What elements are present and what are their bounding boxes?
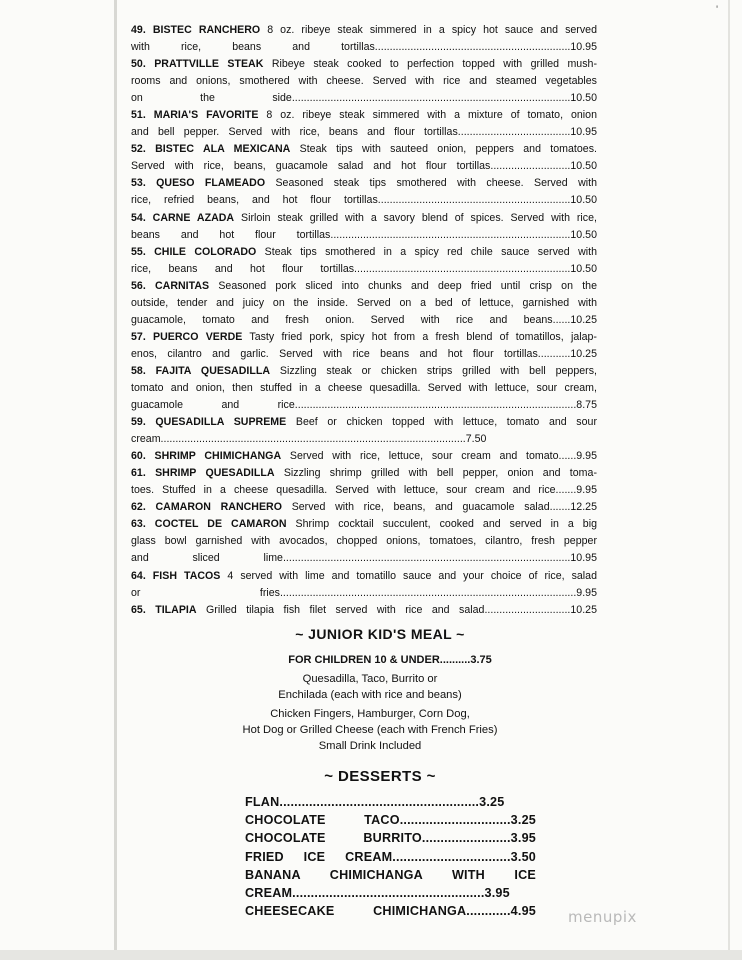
menu-entry-line: guacamole and rice...............................................................................................8.75 [131,399,597,412]
menu-entry-line: and sliced lime.................................................................................................10.95 [131,552,597,565]
menu-entry-line: glass bowl garnished with avocados, chopped onions, tomatoes, cilantro, fresh pepper [131,535,597,548]
menu-item-name: 49. BISTEC RANCHERO [131,24,261,36]
menu-entry-line [131,414,597,431]
menu-entry-line [131,465,597,482]
menu-entry-line [131,244,597,261]
menu-item-description: 4 served with lime and tomatillo sauce and your choice of rice, salad [220,569,597,582]
menu-item-name: 51. MARIA'S FAVORITE [131,109,259,122]
menu-item-description: Sizzling shrimp grilled with bell pepper, onion and toma- [274,467,597,480]
dessert-item: CREAM....................................................3.95 [245,886,510,901]
menu-entry-line [131,516,597,533]
menu-item-description: Steak tips smothered in a spicy red chile sauce served with [256,245,597,258]
dessert-item: FLAN......................................................3.25 [245,795,505,809]
menu-item-description: Seasoned pork sliced into chunks and deep fried until crisp on the [209,279,597,292]
menu-entry-line: and bell pepper. Served with rice, beans and flour tortillas......................................10.95 [131,126,597,139]
menu-item-name: 52. BISTEC ALA MEXICANA [131,143,291,156]
desserts-heading: ~ DESSERTS ~ [324,768,436,785]
menu-entry-line: tomato and onion, then stuffed in a cheese quesadilla. Served with lettuce, sour cream, [131,381,597,394]
menu-item-description: Sirloin steak grilled with a savory blend of spices. Served with rice, [234,211,597,224]
menu-item-name: 63. COCTEL DE CAMARON [131,518,287,531]
menu-entry-line [131,175,597,192]
dessert-item: CHEESECAKE CHIMICHANGA............4.95 [245,904,536,919]
menu-item-description: Shrimp cocktail succulent, cooked and served in a big [286,518,597,531]
menu-item-description: Ribeye steak cooked to perfection topped with grilled mush- [263,58,597,71]
dessert-item: BANANA CHIMICHANGA WITH ICE [245,867,536,882]
menu-entry-line [131,568,597,585]
menu-item-description: Seasoned steak tips smothered with cheese. Served with [265,177,597,190]
menu-item-description: Grilled tilapia fish filet served with rice and salad.............................10.25 [196,603,597,616]
menu-item-description: Sizzling steak or chicken strips grilled with bell peppers, [270,364,597,377]
menu-entry-line: cream.......................................................................................................7.50 [131,433,487,446]
dessert-item: FRIED ICE CREAM................................3.50 [245,849,536,864]
kids-meal-line: Chicken Fingers, Hamburger, Corn Dog, [270,708,470,720]
menu-entry-line [131,141,597,158]
kids-meal-line: Quesadilla, Taco, Burrito or [302,673,438,685]
kids-meal-subheading: FOR CHILDREN 10 & UNDER..........3.75 [288,654,492,666]
menu-item-description: 8 oz. ribeye steak simmered with a mixture of tomato, onion [258,109,597,122]
menu-entry-line [131,22,597,39]
menu-entries [131,22,597,619]
menu-entry-line: on the side..............................................................................................10.50 [131,92,597,105]
menu-item-name: 60. SHRIMP CHIMICHANGA [131,450,282,463]
menu-item-description: Beef or chicken topped with lettuce, tomato and sour [286,416,597,429]
menu-item-description: Tasty fried pork, spicy hot from a fresh blend of tomatillos, jalap- [242,330,597,343]
menu-entry-line [131,499,597,516]
menu-entry-line [131,329,597,346]
menu-item-name: 54. CARNE AZADA [131,211,235,224]
menu-entry-line [131,107,597,124]
page-edge-bottom [0,950,742,960]
menu-entry-line [131,56,597,73]
page-edge-right [728,0,730,960]
menu-item-description: Served with rice, beans, and guacamole salad.......12.25 [282,501,597,514]
menu-entry-line: beans and hot flour tortillas.................................................................................10.50 [131,228,597,241]
desserts-list [245,793,536,920]
menu-item-name: 55. CHILE COLORADO [131,245,257,258]
menu-entry-line [131,363,597,380]
menu-entry-line: toes. Stuffed in a cheese quesadilla. Served with lettuce, sour cream and rice.......9.95 [131,484,597,497]
kids-meal-line: Enchilada (each with rice and beans) [278,689,462,701]
menu-item-description: Steak tips with sauteed onion, peppers and tomatoes. [290,143,597,156]
menu-entry-line: rice, beans and hot flour tortillas.........................................................................10.50 [131,262,597,275]
kids-meal-line: Small Drink Included [318,740,422,752]
menu-item-description: 8 oz. ribeye steak simmered in a spicy hot sauce and served [260,24,597,36]
menu-entry-line: with rice, beans and tortillas..................................................................10.95 [131,41,597,54]
menu-entry-line [131,210,597,227]
menu-entry-line: rice, refried beans, and hot flour tortillas.................................................................10.50 [131,194,597,207]
dessert-item: CHOCOLATE BURRITO........................3.95 [245,831,536,846]
kids-meal-line: Hot Dog or Grilled Cheese (each with French Fries) [242,724,498,736]
menu-item-name: 50. PRATTVILLE STEAK [131,58,264,71]
menu-entry-line: outside, tender and juicy on the inside. Served on a bed of lettuce, garnished with [131,296,597,309]
menu-item-name: 59. QUESADILLA SUPREME [131,416,287,429]
menu-entry-line: guacamole, tomato and fresh onion. Served with rice and beans......10.25 [131,313,597,326]
kids-meal-heading: ~ JUNIOR KID'S MEAL ~ [295,626,465,642]
menu-item-name: 61. SHRIMP QUESADILLA [131,467,275,480]
menu-entry-line: enos, cilantro and garlic. Served with rice beans and hot flour tortillas...........10.25 [131,347,597,360]
menu-entry-line: or fries....................................................................................................9.95 [131,586,597,599]
menu-item-name: 64. FISH TACOS [131,569,221,582]
menu-item-name: 58. FAJITA QUESADILLA [131,364,270,377]
dessert-item: CHOCOLATE TACO..............................3.25 [245,813,536,828]
menu-entry-line [131,448,597,465]
page-edge-left [114,0,117,960]
menu-item-name: 56. CARNITAS [131,279,210,292]
menu-entry-line: rooms and onions, smothered with cheese. Served with rice and steamed vegetables [131,75,597,88]
watermark-logo: menupix [568,908,637,926]
corner-mark: ' [716,4,719,16]
menu-item-name: 65. TILAPIA [131,603,197,616]
menu-item-name: 62. CAMARON RANCHERO [131,501,282,514]
menu-item-description: Served with rice, lettuce, sour cream and tomato......9.95 [281,450,597,463]
menu-entry-line [131,278,597,295]
menu-item-name: 57. PUERCO VERDE [131,330,243,343]
menu-entry-line [131,602,597,619]
menu-entry-line: Served with rice, beans, guacamole salad and hot flour tortillas...........................10.50 [131,160,597,173]
menu-item-name: 53. QUESO FLAMEADO [131,177,266,190]
